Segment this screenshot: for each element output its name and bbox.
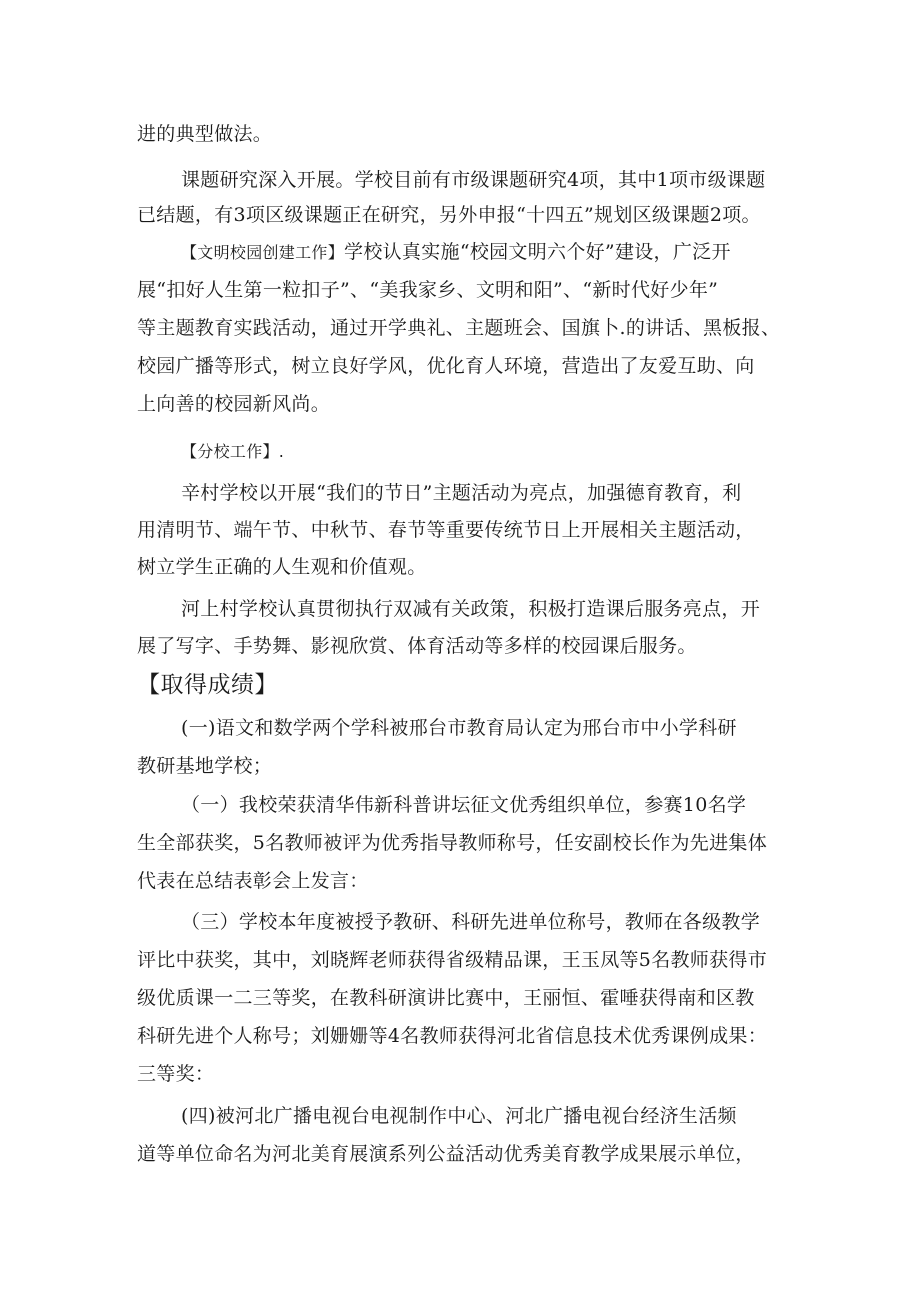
text-line: 树立学生正确的人生观和价值观。 <box>137 556 427 578</box>
text-line: 用清明节、端午节、中秋节、春节等重要传统节日上开展相关主题活动， <box>137 519 755 541</box>
text-line: 三等奖： <box>137 1063 215 1085</box>
text-line: 生全部获奖，5名教师被评为优秀指导教师称号，任安副校长作为先进集体 <box>137 832 767 854</box>
section-label-branch-school: 【分校工作】. <box>181 442 285 461</box>
text-line: (四)被河北广播电视台电视制作中心、河北广播电视台经济生活频 <box>181 1105 737 1127</box>
text-line: （三）学校本年度被授予教研、科研先进单位称号，教师在各级教学 <box>181 911 761 933</box>
text-line: 展“扣好人生第一粒扣子”、“美我家乡、文明和阳”、“新时代好少年” <box>137 279 719 301</box>
text-line: 科研先进个人称号；刘姗姗等4名教师获得河北省信息技术优秀课例成果： <box>137 1025 767 1047</box>
text-line: 代表在总结表彰会上发言： <box>137 870 369 892</box>
text-line: 课题研究深入开展。学校目前有市级课题研究4项，其中1项市级课题 <box>181 169 766 191</box>
text-line: 河上村学校认真贯彻执行双减有关政策，积极打造课后服务亮点，开 <box>181 598 761 620</box>
text-line: 展了写字、手势舞、影视欣赏、体育活动等多样的校园课后服务。 <box>137 635 697 657</box>
text-line: 级优质课一二三等奖，在教科研演讲比赛中，王丽恒、霍唾获得南和区教 <box>137 987 755 1009</box>
text-line: 教研基地学校； <box>137 755 273 777</box>
text-line: 上向善的校园新风尚。 <box>137 393 331 415</box>
text-line: (一)语文和数学两个学科被邢台市教育局认定为邢台市中小学科研 <box>181 717 737 739</box>
text-span: 学校认真实施“校园文明六个好”建设，广泛开 <box>344 241 731 263</box>
text-line: 已结题，有3项区级课题正在研究，另外申报“十四五”规划区级课题2项。 <box>137 204 761 226</box>
text-line: 辛村学校以开展“我们的节日”主题活动为亮点，加强德育教育，利 <box>181 482 742 504</box>
text-line: 评比中获奖，其中，刘晓辉老师获得省级精品课，王玉凤等5名教师获得市 <box>137 949 767 971</box>
text-line: 校园广播等形式，树立良好学风，优化育人环境，营造出了友爱互助、向 <box>137 355 755 377</box>
section-heading-achievements: 【取得成绩】 <box>137 672 278 698</box>
text-line: 道等单位命名为河北美育展演系列公益活动优秀美育教学成果展示单位， <box>137 1143 755 1165</box>
text-line: （一）我校荣获清华伟新科普讲坛征文优秀组织单位，参赛10名学 <box>181 794 747 816</box>
text-line: 等主题教育实践活动，通过开学典礼、主题班会、国旗卜.的讲话、黑板报、 <box>137 317 781 339</box>
section-label-civilized-campus: 【文明校园创建工作】 <box>181 243 345 262</box>
text-line <box>181 240 731 265</box>
text-line: 进的典型做法。 <box>137 123 273 145</box>
